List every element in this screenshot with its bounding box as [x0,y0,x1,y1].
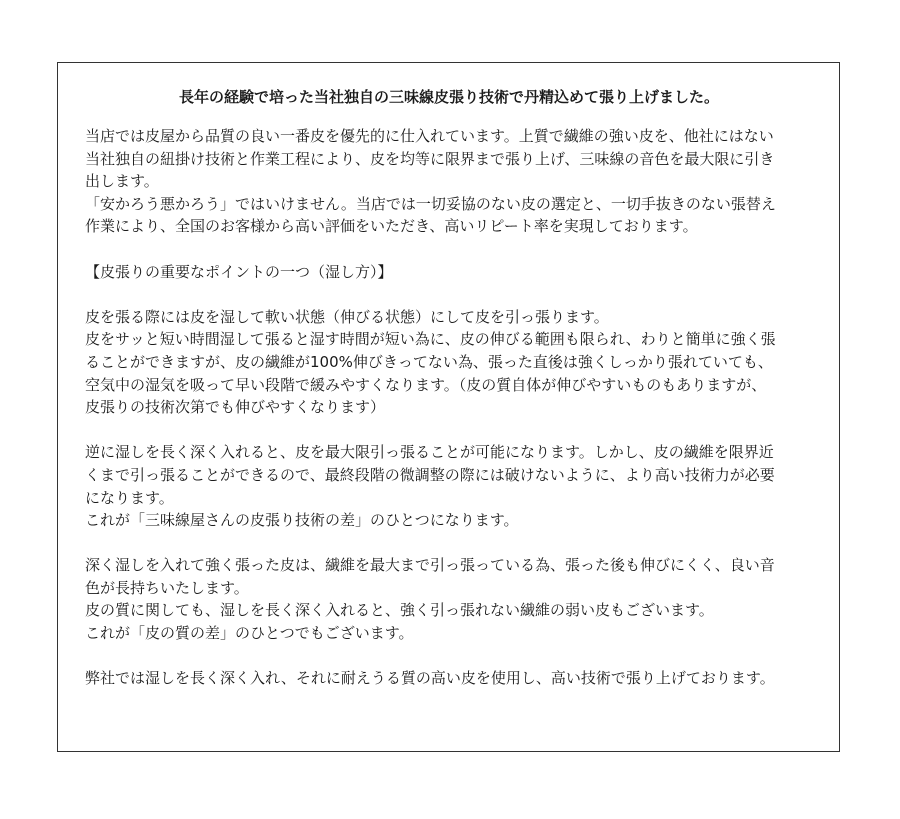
heading: 長年の経験で培った当社独自の三味線皮張り技術で丹精込めて張り上げました。 [178,88,719,106]
paragraph-gap [85,419,813,442]
text-line: 色が長持ちいたします。 [85,578,249,597]
text-line: これが「三味線屋さんの皮張り技術の差」のひとつになります。 [85,511,519,530]
paragraph-intro [85,125,813,238]
text-line: 出します。 [85,172,159,191]
paragraph-gap [85,645,813,668]
text-line: 空気中の湿気を吸って早い段階で緩みやすくなります。（皮の質自体が伸びやすいものもありますが、 [85,375,767,394]
text-line: 当社独自の紐掛け技術と作業工程により、皮を均等に限界まで張り上げ、三味線の音色を最大限に引き [85,149,775,168]
paragraph-conclusion [85,667,813,690]
text-line: 皮を張る際には皮を湿して軟い状態（伸びる状態）にして皮を引っ張ります。 [85,307,609,326]
text-line: くまで引っ張ることができるので、最終段階の微調整の際には破けないように、より高い技術力が必要 [85,465,775,484]
text-line: 当店では皮屋から品質の良い一番皮を優先的に仕入れています。上質で繊維の強い皮を、他社にはない [85,127,774,145]
text-line: 弊社では湿しを長く深く入れ、それに耐えうる質の高い皮を使用し、高い技術で張り上げております。 [85,669,775,688]
paragraph-gap [85,532,813,555]
paragraph-gap [85,238,813,261]
text-line: 深く湿しを入れて強く張った皮は、繊維を最大まで引っ張っている為、張った後も伸びにくく、良い音 [85,556,775,575]
section-heading [85,261,813,284]
text-line: 逆に湿しを長く深く入れると、皮を最大限引っ張ることが可能になります。しかし、皮の繊維を限界近 [85,443,774,462]
text-line: 皮の質に関しても、湿しを長く深く入れると、強く引っ張れない繊維の弱い皮もございます。 [85,601,714,620]
paragraph-short-soak [85,306,813,419]
text-line: になります。 [85,488,174,507]
text-line: これが「皮の質の差」のひとつでもございます。 [85,624,414,643]
text-line: 皮をサッと短い時間湿して張ると湿す時間が短い為に、皮の伸びる範囲も限られ、わりと簡単に強く張 [85,330,776,349]
text-line: ることができますが、皮の繊維が100%伸びきってない為、張った直後は強くしっかり張れていても、 [85,352,773,371]
paragraph-gap [85,283,813,306]
text-line: 作業により、全国のお客様から高い評価をいただき、高いリピート率を実現しております。 [85,217,698,236]
text-line: 「安かろう悪かろう」ではいけません。当店では一切妥協のない皮の選定と、一切手抜きのない張替え [85,194,776,213]
text-line: 皮張りの技術次第でも伸びやすくなります） [85,398,386,417]
paragraph-long-soak [85,441,813,531]
content-box [57,62,840,752]
paragraph-skin-quality [85,554,813,644]
text-line: 【皮張りの重要なポイントの一つ（湿し方）】 [85,262,393,281]
